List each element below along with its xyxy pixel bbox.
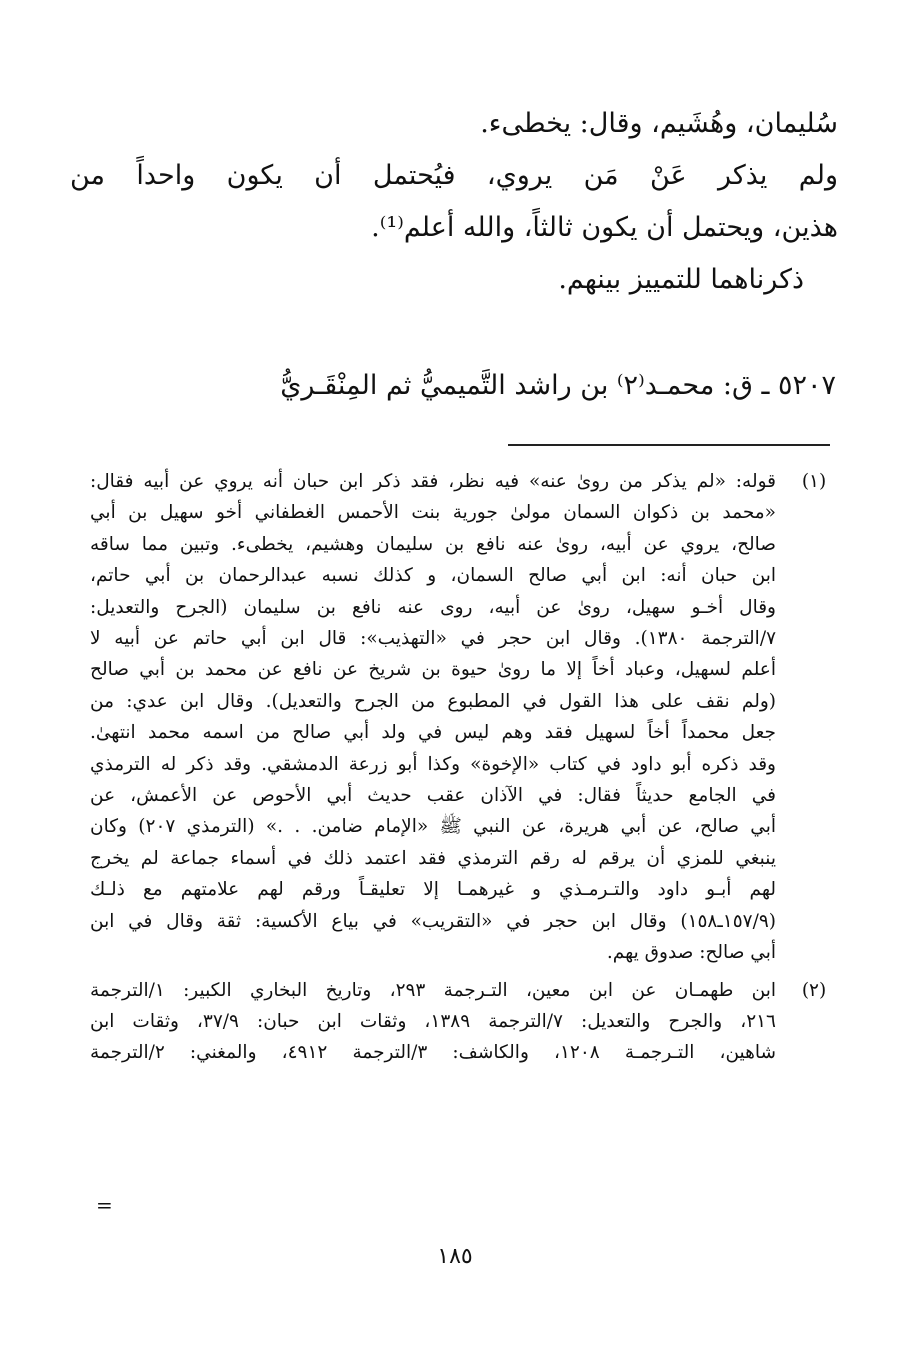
footnote-line: أبي صالح، عن أبي هريرة، عن النبي ﷺ «الإمام ضامن. . .» (الترمذي ٢٠٧) وكان — [90, 816, 776, 838]
main-line-2: ولم يذكر عَنْ مَن يروي، فيُحتمل أن يكون واحداً من — [70, 160, 838, 191]
footnote-number: (٢) — [801, 979, 827, 1001]
footnote-line: ابن طهمـان عن ابن معين، التـرجمة ٢٩٣، وتاريخ البخاري الكبير: ١/الترجمة — [90, 979, 776, 1001]
footnote-1 — [90, 466, 838, 969]
footnote-line: أبي صالح: صدوق يهم. — [606, 942, 776, 964]
footnote-line: لهم أبـو داود والتـرمـذي و غيرهمـا إلا تعليقـاً ورقم لهم علامتهم مع ذلـك — [90, 879, 776, 901]
entry-heading: ٥٢٠٧ ـ ق: محمـد⁽٢⁾ بن راشد التَّميميُّ ثم المِنْقَـريُّ — [280, 370, 836, 401]
footnote-separator — [508, 444, 830, 446]
footnote-line: صالح، يروي عن أبيه، روىٰ عنه نافع بن سليمان وهشيم، يخطىء. وتبين مما ساقه — [90, 533, 776, 555]
footnote-line: ٢١٦، والجرح والتعديل: ٧/الترجمة ١٣٨٩، وثقات ابن حبان: ٣٧/٩، وثقات ابن — [90, 1010, 776, 1032]
main-line-4: ذكرناهما للتمييز بينهم. — [558, 264, 804, 295]
footnote-line: جعل محمداً أخاً لسهيل فقد وهم ليس في ولد أبي صالح من اسمه محمد انتهىٰ. — [90, 722, 776, 744]
footnote-line: وقال أخـو سهيل، روىٰ عن أبيه، روى عنه نافع بن سليمان (الجرح والتعديل: — [90, 596, 776, 618]
continuation-mark: = — [96, 1193, 113, 1217]
main-text — [70, 98, 838, 306]
footnote-line: (ولم نقف على هذا القول في المطبوع من الجرح والتعديل). وقال ابن عدي: من — [90, 690, 776, 712]
footnote-line: في الجامع حديثاً فقال: في الآذان عقب حديث أبي الأحوص عن الأعمش، عن — [90, 785, 776, 807]
footnotes — [90, 466, 838, 1075]
footnote-line: (١٥٧/٩ـ١٥٨) وقال ابن حجر في «التقريب» في بياع الأكسية: ثقة وقال في ابن — [90, 910, 776, 932]
main-line-3: هذين، ويحتمل أن يكون ثالثاً، والله أعلم⁽¹⁾. — [371, 212, 838, 243]
footnote-line: وقد ذكره أبو داود في كتاب «الإخوة» وكذا أبو زرعة الدمشقي. وقد ذكر له الترمذي — [90, 753, 776, 775]
footnote-line: ٧/الترجمة ١٣٨٠). وقال ابن حجر في «التهذيب»: قال ابن أبي حاتم عن أبيه لا — [90, 628, 776, 650]
footnote-line: ينبغي للمزي أن يرقم له رقم الترمذي فقد اعتمد ذلك في أسماء جماعة لم يخرج — [90, 847, 776, 869]
footnote-number: (١) — [801, 471, 827, 492]
main-line-1: سُليمان، وهُشَيم، وقال: يخطىء. — [480, 108, 838, 139]
page-number: ١٨٥ — [437, 1244, 473, 1269]
footnote-line: قوله: «لم يذكر من روىٰ عنه» فيه نظر، فقد ذكر ابن حبان أنه يروي عن أبيه فقال: — [90, 471, 776, 492]
footnote-line: شاهين، التـرجمـة ١٢٠٨، والكاشف: ٣/الترجمة ٤٩١٢، والمغني: ٢/الترجمة — [90, 1042, 776, 1064]
footnote-line: أعلم لسهيل، وعباد أخاً إلا ما روىٰ حيوة بن شريخ عن نافع عن محمد بن أبي صالح — [90, 659, 776, 681]
footnote-2 — [90, 975, 838, 1069]
footnote-line: «محمد بن ذكوان السمان مولىٰ جورية بنت الأحمس الغطفاني أخو سهيل بن أبي — [90, 502, 776, 524]
footnote-line: ابن حبان أنه: ابن أبي صالح السمان، و كذلك نسبه عبدالرحمان بن أبي حاتم، — [90, 565, 776, 587]
